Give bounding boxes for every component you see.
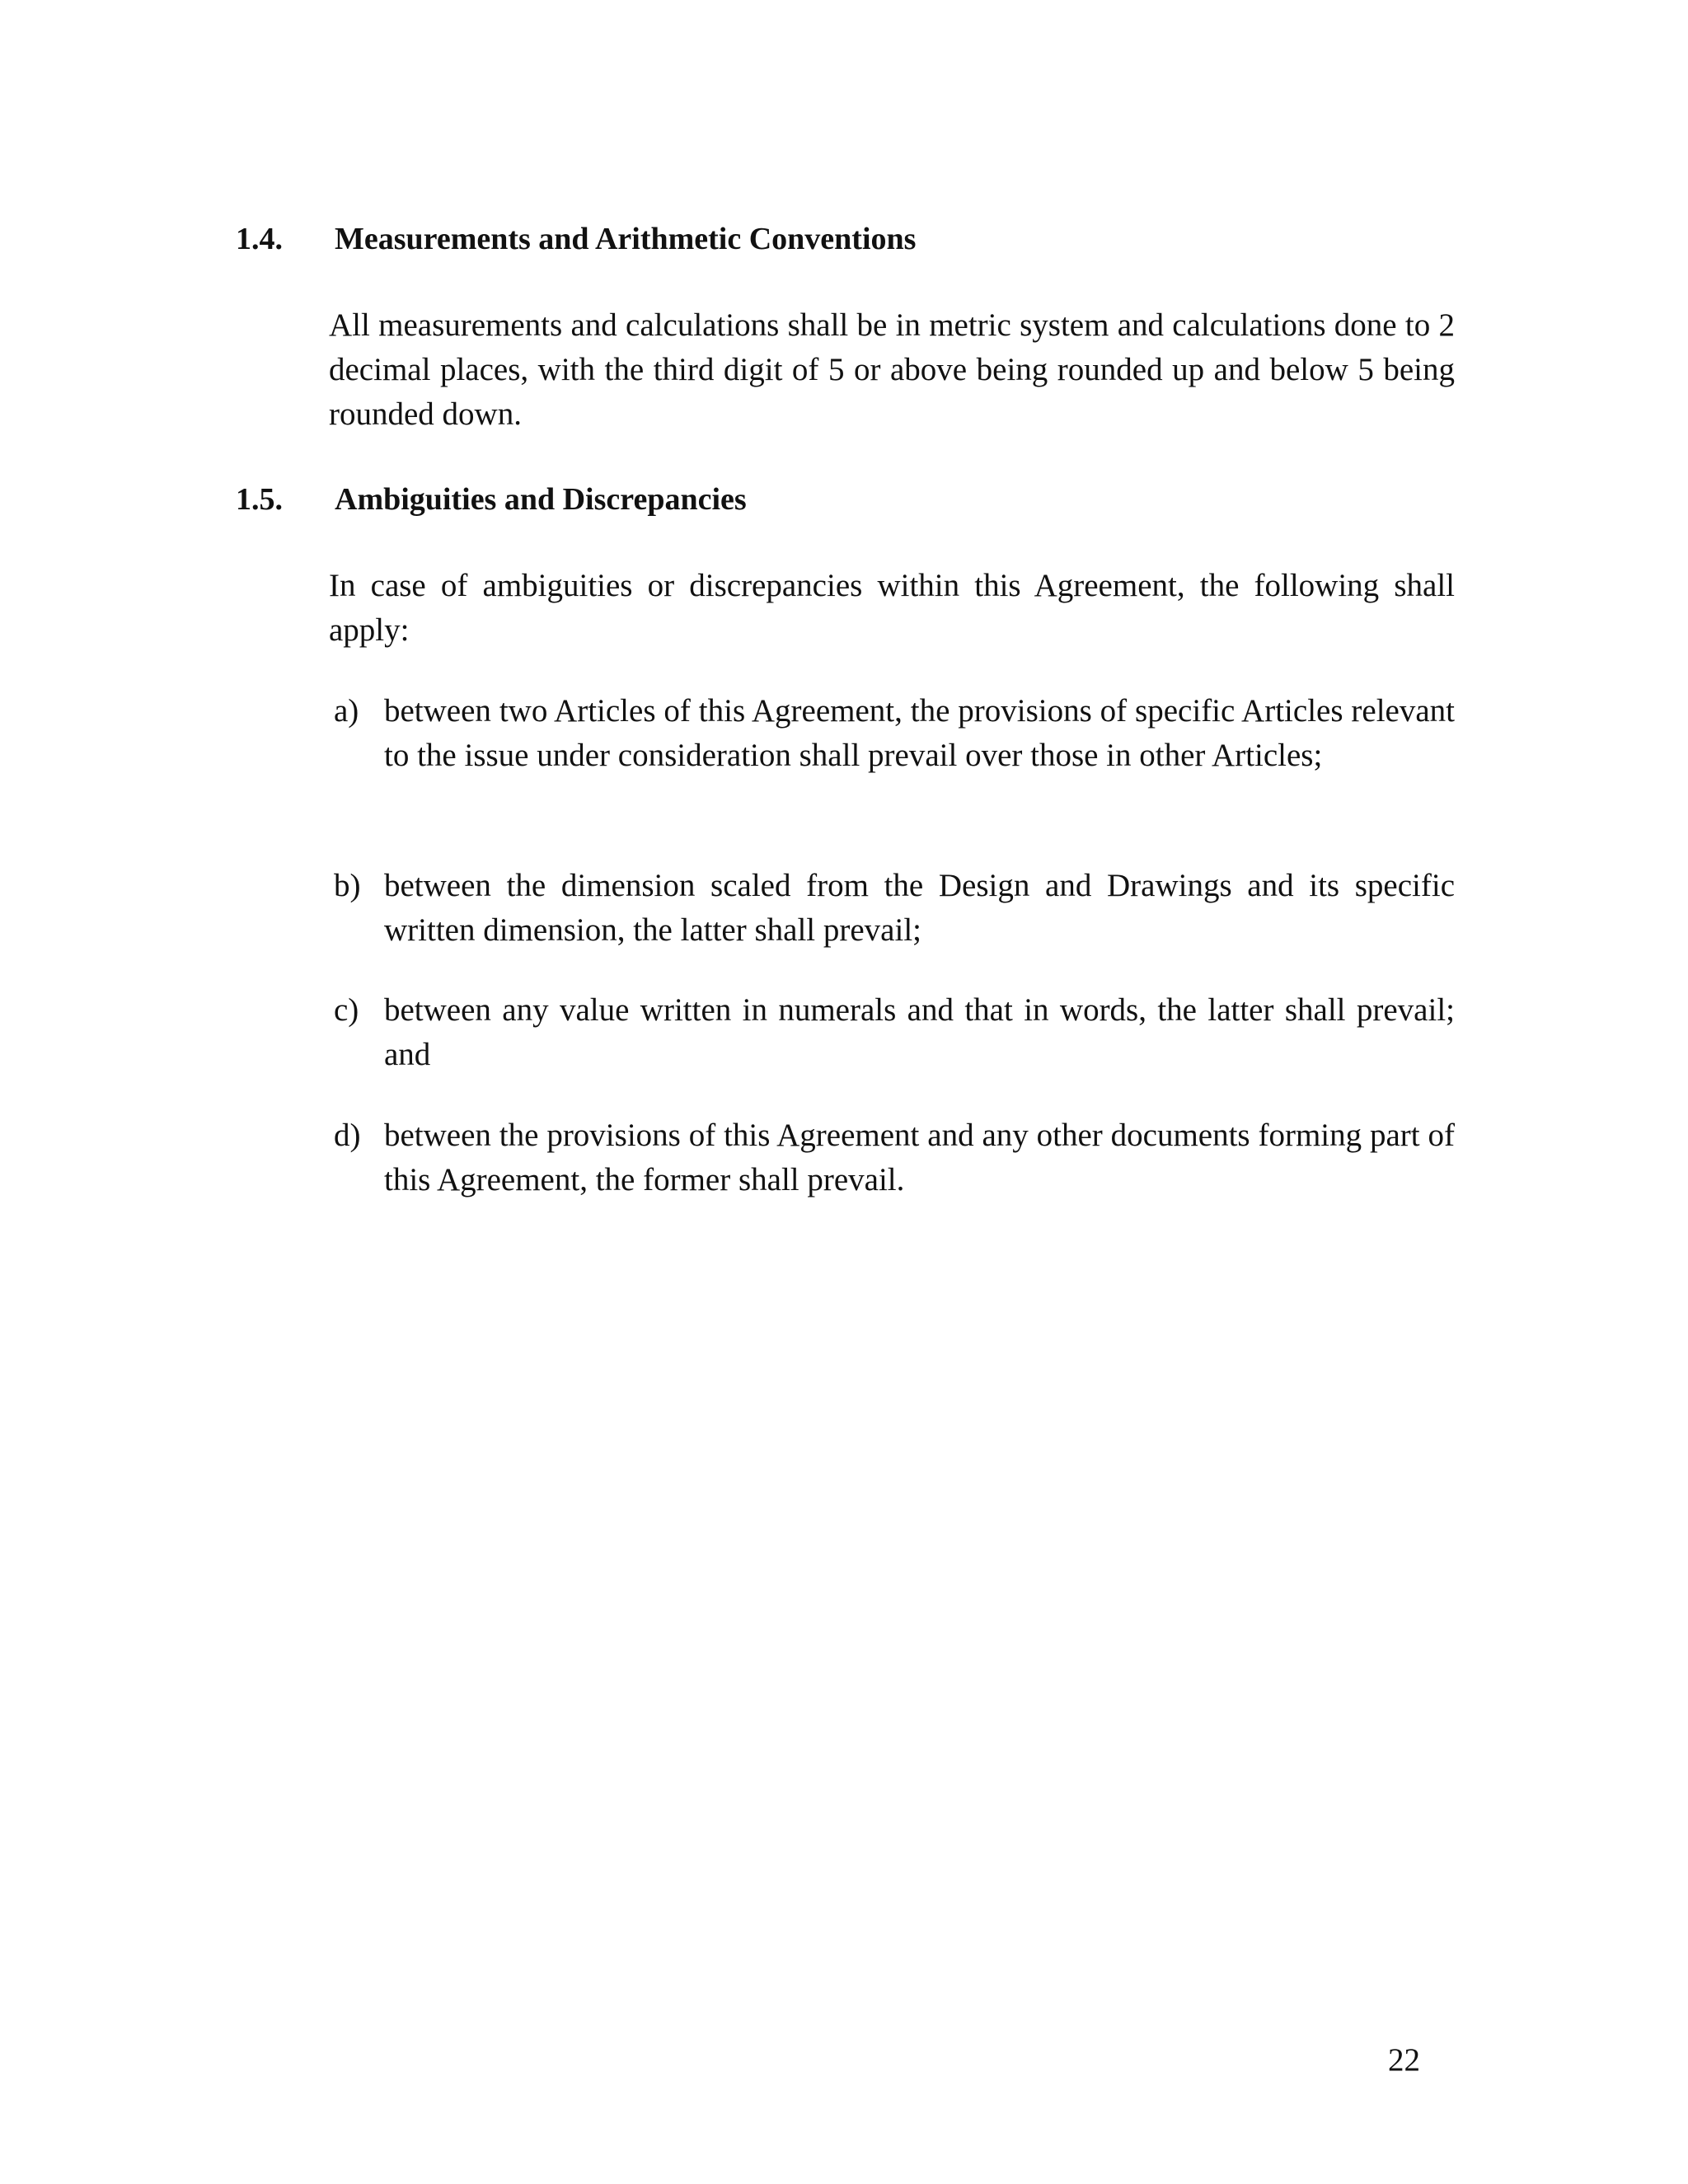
section-number: 1.4.	[236, 222, 283, 256]
section-number: 1.5.	[236, 482, 283, 517]
list-item-text: between two Articles of this Agreement, the provisions of specific Articles relevant to the issue under consideration shall prevail over those in other Articles;	[384, 693, 1455, 773]
list-item-text: between the provisions of this Agreement and any other documents forming part of this Agreement, the former shall prevail.	[384, 1118, 1455, 1197]
section-heading	[236, 218, 916, 260]
section-paragraph: In case of ambiguities or discrepancies within this Agreement, the following shall apply:	[329, 568, 1455, 648]
list-item	[329, 1113, 1455, 1202]
list-item-text: between any value written in numerals and that in words, the latter shall prevail; and	[384, 992, 1455, 1072]
page-number: 22	[1388, 2042, 1420, 2078]
section-heading	[236, 478, 747, 521]
section-paragraph: All measurements and calculations shall be in metric system and calculations done to 2 decimal places, with the third digit of 5 or above being rounded up and below 5 being rounded down.	[329, 307, 1455, 432]
list-marker: d)	[334, 1118, 361, 1153]
list-marker: c)	[334, 992, 359, 1028]
section-title: Ambiguities and Discrepancies	[335, 482, 747, 517]
list-item	[329, 988, 1455, 1077]
list-marker: a)	[334, 693, 359, 729]
list-item	[329, 689, 1455, 778]
list-item-text: between the dimension scaled from the Design and Drawings and its specific written dimension, the latter shall prevail;	[384, 868, 1455, 948]
list-marker: b)	[334, 868, 361, 903]
list-item	[329, 864, 1455, 953]
section-title: Measurements and Arithmetic Conventions	[335, 222, 917, 256]
